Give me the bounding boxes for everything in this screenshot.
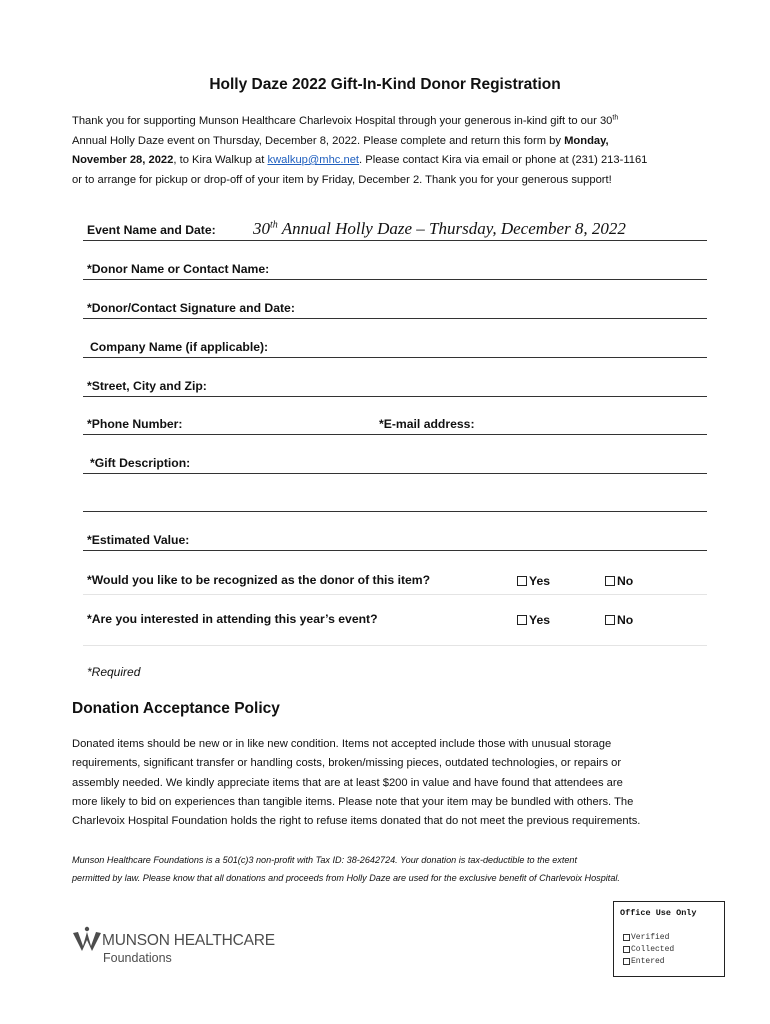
office-item-label: Collected: [631, 945, 675, 954]
policy-line: more likely to bid on experiences than tangible items. Please note that your item may be bundled with others. The: [72, 795, 634, 808]
recognize-question-row: [83, 568, 707, 590]
office-item-verified[interactable]: [623, 933, 669, 942]
deadline-date: November 28, 2022: [72, 154, 174, 166]
attend-question: *Are you interested in attending this year’s event?: [87, 612, 378, 626]
checkbox-icon[interactable]: [605, 576, 615, 586]
event-value: [253, 219, 626, 239]
checkbox-icon[interactable]: [517, 615, 527, 625]
intro-text-4: . Please contact Kira via email or phone at (231) 213-1161: [359, 154, 648, 166]
form-title: Holly Daze 2022 Gift-In-Kind Donor Registration: [209, 76, 561, 93]
divider: [83, 645, 707, 646]
required-note: *Required: [87, 665, 141, 679]
attend-yes-option[interactable]: [517, 613, 550, 627]
intro-sup: th: [612, 114, 619, 122]
event-row: [83, 219, 707, 241]
company-field[interactable]: [83, 336, 707, 358]
office-item-entered[interactable]: [623, 957, 665, 966]
deadline-day: Monday,: [564, 134, 609, 147]
logo-subtitle: Foundations: [103, 951, 172, 965]
munson-logo-mark-icon: [72, 926, 102, 952]
intro-paragraph: [72, 112, 704, 190]
policy-text: [72, 735, 704, 831]
phone-label: *Phone Number:: [87, 417, 183, 431]
yes-label: Yes: [529, 613, 551, 627]
attend-no-option[interactable]: [605, 613, 633, 627]
office-item-label: Verified: [631, 933, 670, 942]
gift-description-label: *Gift Description:: [90, 456, 191, 470]
attend-question-row: [83, 607, 707, 629]
policy-heading: Donation Acceptance Policy: [72, 700, 280, 717]
intro-text-1: Thank you for supporting Munson Healthcare Charlevoix Hospital through your generous in-kind gift to our 30: [72, 115, 613, 127]
checkbox-icon[interactable]: [623, 934, 630, 941]
policy-line: Charlevoix Hospital Foundation holds the right to refuse items donated that do not meet the previous requirements.: [72, 815, 641, 828]
legal-line: Munson Healthcare Foundations is a 501(c)3 non-profit with Tax ID: 38-2642724. Your donation is tax-deductible to the extent: [72, 855, 578, 865]
intro-text-2: Annual Holly Daze event on Thursday, December 8, 2022. Please complete and return this form by: [72, 134, 565, 147]
office-item-label: Entered: [631, 957, 665, 966]
policy-line: assembly needed. We kindly appreciate items that are at least $200 in value and have found that attendees are: [72, 776, 623, 789]
event-value-sup: th: [270, 219, 278, 231]
policy-line: Donated items should be new or in like new condition. Items not accepted include those with unusual storage: [72, 738, 612, 750]
contact-email-link[interactable]: kwalkup@mhc.net: [267, 154, 360, 166]
logo-name: MUNSON HEALTHCARE: [102, 932, 275, 949]
checkbox-icon[interactable]: [623, 946, 630, 953]
checkbox-icon[interactable]: [605, 615, 615, 625]
office-item-collected[interactable]: [623, 945, 674, 954]
checkbox-icon[interactable]: [517, 576, 527, 586]
address-label: *Street, City and Zip:: [87, 379, 207, 393]
no-label: No: [617, 613, 634, 627]
office-use-heading: Office Use Only: [620, 908, 697, 918]
no-label: No: [617, 574, 634, 588]
event-label: Event Name and Date:: [87, 223, 216, 237]
signature-field[interactable]: [83, 297, 707, 319]
checkbox-icon[interactable]: [623, 958, 630, 965]
divider: [83, 594, 707, 595]
yes-label: Yes: [529, 574, 551, 588]
event-value-rest: Annual Holly Daze – Thursday, December 8, 2022: [277, 219, 626, 238]
estimated-value-label: *Estimated Value:: [87, 533, 190, 547]
intro-text-5: or to arrange for pickup or drop-off of your item by Friday, December 2. Thank you for your generous support!: [72, 173, 612, 186]
phone-email-row[interactable]: [83, 413, 707, 435]
gift-description-line-2[interactable]: [83, 490, 707, 512]
legal-line: permitted by law. Please know that all donations and proceeds from Holly Daze are used for the exclusive benefit of Charlevoix Hospital.: [72, 872, 620, 883]
recognize-no-option[interactable]: [605, 574, 633, 588]
recognize-yes-option[interactable]: [517, 574, 550, 588]
estimated-value-field[interactable]: [83, 529, 707, 551]
office-use-box: [613, 901, 725, 977]
donor-name-field[interactable]: [83, 258, 707, 280]
gift-description-field[interactable]: [83, 452, 707, 474]
munson-logo: [72, 924, 275, 970]
address-field[interactable]: [83, 375, 707, 397]
donor-name-label: *Donor Name or Contact Name:: [87, 262, 270, 276]
recognize-question: *Would you like to be recognized as the donor of this item?: [87, 573, 431, 587]
intro-text-3: , to Kira Walkup at: [173, 154, 268, 166]
legal-notice: [72, 852, 712, 887]
company-label: Company Name (if applicable):: [90, 340, 269, 354]
event-value-num: 30: [253, 219, 270, 238]
signature-label: *Donor/Contact Signature and Date:: [87, 301, 295, 315]
email-label: *E-mail address:: [379, 417, 475, 431]
policy-line: requirements, significant transfer or handling costs, broken/missing pieces, outdated technologies, or repairs or: [72, 757, 622, 770]
